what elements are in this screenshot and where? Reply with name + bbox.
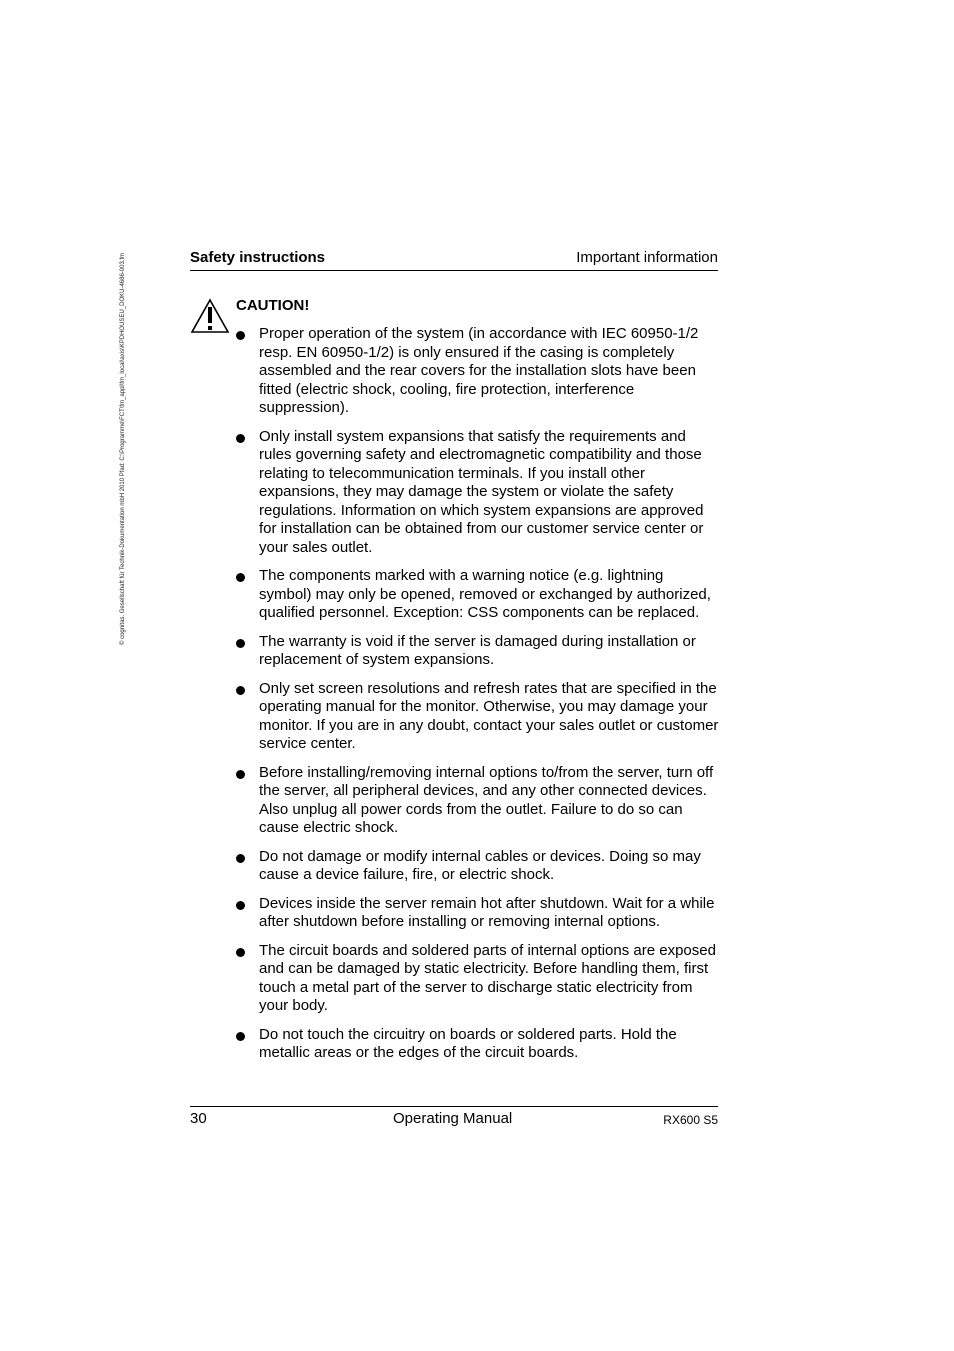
list-item — [236, 1026, 720, 1063]
list-item — [236, 680, 720, 754]
list-item-text: The warranty is void if the server is damaged during installation or replacement of system expansions. — [259, 632, 696, 668]
list-item-text: Do not touch the circuitry on boards or soldered parts. Hold the metallic areas or the edges of the circuit boards. — [259, 1025, 677, 1061]
warning-triangle-icon — [190, 298, 230, 334]
bullet-icon — [236, 770, 245, 779]
list-item-text: The components marked with a warning notice (e.g. lightning symbol) may only be opened, removed or exchanged by authorized, qualified personnel. Exception: CSS components can be replaced. — [259, 567, 711, 621]
manual-title: Operating Manual — [393, 1110, 513, 1127]
bullet-icon — [236, 854, 245, 863]
list-item-text: Before installing/removing internal options to/from the server, turn off the server, all peripheral devices, and any other connected devices. Also unplug all power cords from the outlet. Failure to do so can cause electric shock. — [259, 763, 714, 836]
caution-list — [236, 325, 720, 1073]
side-copyright-note: © cognitas. Gesellschaft für Technik-Dokumentation mbH 2010 Pfad: C:\Programme\FCT\fm_appl\fm_local\axis\KPDHOUSEU_DOKU-4686-003.fm — [120, 252, 126, 645]
list-item — [236, 428, 720, 558]
model-name: RX600 S5 — [663, 1113, 718, 1127]
list-item — [236, 942, 720, 1016]
list-item — [236, 633, 720, 670]
chapter-title: Important information — [576, 249, 718, 266]
bullet-icon — [236, 1032, 245, 1041]
list-item — [236, 764, 720, 838]
bullet-icon — [236, 573, 245, 582]
list-item — [236, 325, 720, 418]
bullet-icon — [236, 948, 245, 957]
page-footer — [190, 1106, 718, 1131]
section-title: Safety instructions — [190, 249, 326, 266]
list-item-text: Proper operation of the system (in accordance with IEC 60950-1/2 resp. EN 60950-1/2) is only ensured if the casing is completely assembled and the rear covers for the installation slots have been fitted (electric shock, cooling, fire protection, interference suppression). — [259, 325, 699, 416]
caution-title: CAUTION! — [236, 297, 310, 314]
bullet-icon — [236, 686, 245, 695]
page-number: 30 — [190, 1110, 207, 1127]
bullet-icon — [236, 434, 245, 443]
bullet-icon — [236, 901, 245, 910]
page-header — [190, 248, 718, 271]
list-item — [236, 848, 720, 885]
bullet-icon — [236, 331, 245, 340]
list-item-text: Only install system expansions that satisfy the requirements and rules governing safety and electromagnetic compatibility and those relating to telecommunication terminals. If you install other expansions, they may damage the system or violate the safety regulations. Information on which system expansions are approved for installation can be obtained from our customer service center or your sales outlet. — [259, 427, 704, 556]
bullet-icon — [236, 639, 245, 648]
list-item — [236, 567, 720, 623]
list-item — [236, 895, 720, 932]
list-item-text: Devices inside the server remain hot after shutdown. Wait for a while after shutdown before installing or removing internal options. — [259, 894, 715, 930]
list-item-text: Do not damage or modify internal cables or devices. Doing so may cause a device failure, fire, or electric shock. — [259, 847, 701, 883]
list-item-text: The circuit boards and soldered parts of internal options are exposed and can be damaged by static electricity. Before handling them, first touch a metal part of the server to discharge static electricity from your body. — [259, 941, 716, 1014]
list-item-text: Only set screen resolutions and refresh rates that are specified in the operating manual for the monitor. Otherwise, you may damage your monitor. If you are in any doubt, contact your sales outlet or customer service center. — [259, 679, 719, 752]
